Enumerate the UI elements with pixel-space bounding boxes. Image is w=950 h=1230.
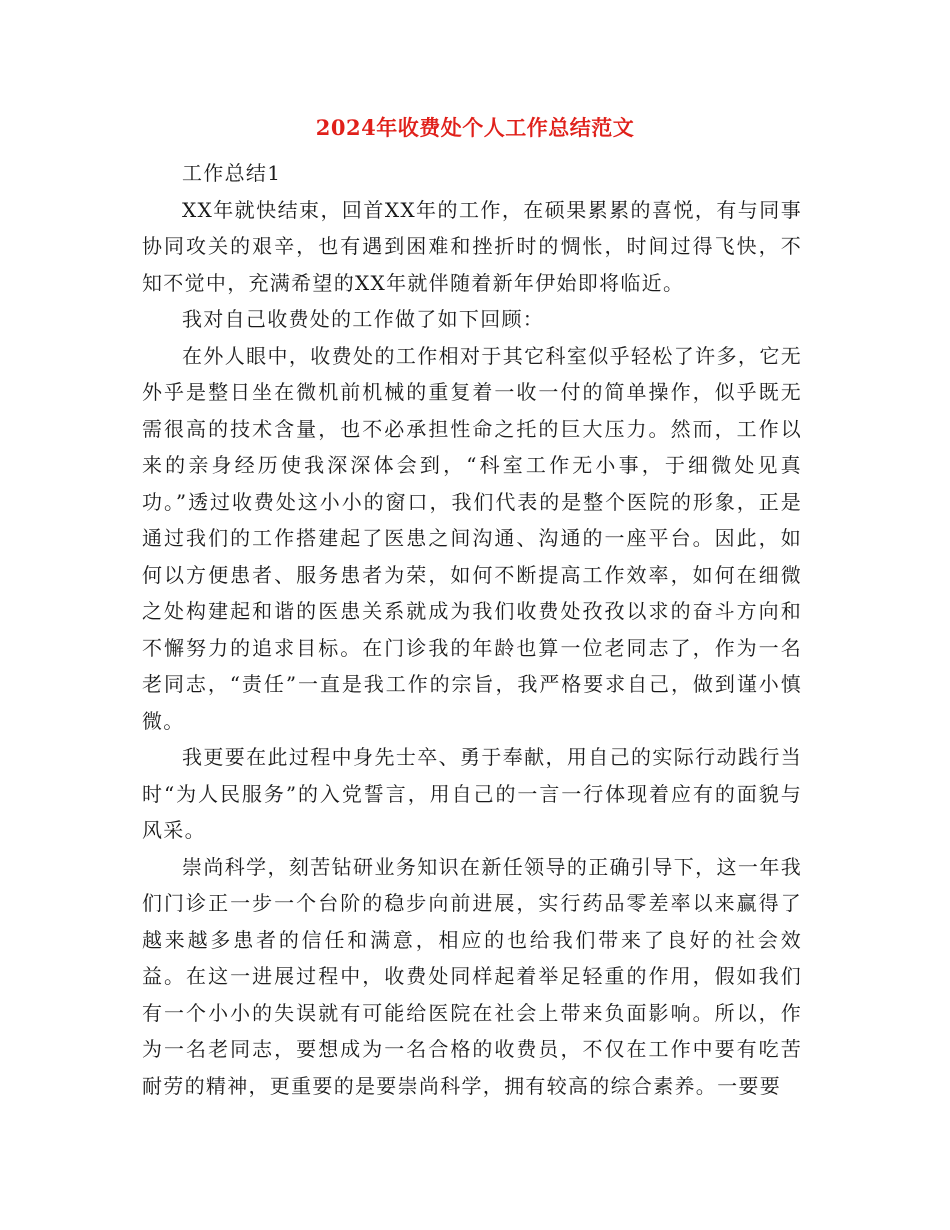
- paragraph: 崇尚科学，刻苦钻研业务知识在新任领导的正确引导下，这一年我们门诊正一步一个台阶的稳步向前进展，实行药品零差率以来赢得了越来越多患者的信任和满意，相应的也给我们带来了良好的社会效益。在这一进展过程中，收费处同样起着举足轻重的作用，假如我们有一个小小的失误就有可能给医院在社会上带来负面影响。所以，作为一名老同志，要想成为一名合格的收费员，不仅在工作中要有吃苦耐劳的精神，更重要的是要崇尚科学，拥有较高的综合素养。一要要: [142, 854, 802, 1098]
- paragraph: 在外人眼中，收费处的工作相对于其它科室似乎轻松了许多，它无外乎是整日坐在微机前机械的重复着一收一付的简单操作，似乎既无需很高的技术含量，也不必承担性命之托的巨大压力。然而，工作以来的亲身经历使我深深体会到，“科室工作无小事，于细微处见真功。”透过收费处这小小的窗口，我们代表的是整个医院的形象，正是通过我们的工作搭建起了医患之间沟通、沟通的一座平台。因此，如何以方便患者、服务患者为荣，如何不断提高工作效率，如何在细微之处构建起和谐的医患关系就成为我们收费处孜孜以求的奋斗方向和不懈努力的追求目标。在门诊我的年龄也算一位老同志了，作为一名老同志，“责任”一直是我工作的宗旨，我严格要求自己，做到谨小慎微。: [142, 343, 802, 733]
- paragraph: XX年就快结束，回首XX年的工作，在硕果累累的喜悦，有与同事协同攻关的艰辛，也有遇到困难和挫折时的惆怅，时间过得飞快，不知不觉中，充满希望的XX年就伴随着新年伊始即将临近。: [142, 197, 802, 295]
- paragraph: 我对自己收费处的工作做了如下回顾：: [182, 307, 545, 331]
- paragraph: 我更要在此过程中身先士卒、勇于奉献，用自己的实际行动践行当时“为人民服务”的入党誓言，用自己的一言一行体现着应有的面貌与风采。: [142, 745, 802, 842]
- document-body: [142, 155, 802, 1104]
- document-title: 2024年收费处个人工作总结范文: [315, 115, 635, 140]
- paragraph-section-heading: 工作总结1: [182, 161, 282, 185]
